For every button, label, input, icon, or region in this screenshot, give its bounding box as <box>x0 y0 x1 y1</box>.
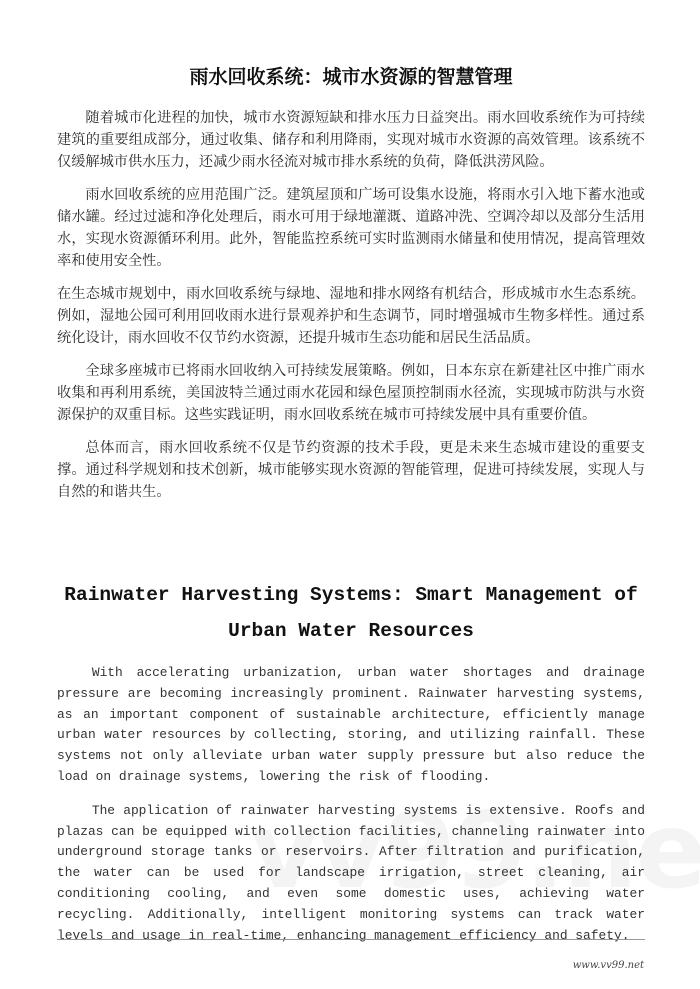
english-title: Rainwater Harvesting Systems: Smart Management of Urban Water Resources <box>64 584 638 642</box>
chinese-paragraph: 在生态城市规划中，雨水回收系统与绿地、湿地和排水网络有机结合，形成城市水生态系统。例如，湿地公园可利用回收雨水进行景观养护和生态调节，同时增强城市生物多样性。通过系统化设计，雨水回收不仅节约水资源，还提升城市生态功能和居民生活品质。 <box>57 286 645 346</box>
chinese-title: 雨水回收系统：城市水资源的智慧管理 <box>189 66 513 88</box>
english-paragraph: The application of rainwater harvesting systems is extensive. Roofs and plazas can be equipped with collection facilities, channeling rainwater into underground storage tanks or reservoirs. After filtration and purification, the water can be used for landscape irrigation, street cleaning, air conditioning cooling, and even some domestic uses, achieving water recycling. Additionally, intelligent monitoring systems can track water levels and usage in real-time, enhancing management efficiency and safety. <box>57 802 645 943</box>
document-page <box>57 0 645 959</box>
english-paragraph: With accelerating urbanization, urban water shortages and drainage pressure are becoming increasingly prominent. Rainwater harvesting systems, as an important component of sustainable architecture, efficiently manage urban water resources by collecting, storing, and utilizing rainfall. These systems not only alleviate urban water supply pressure but also reduce the load on drainage systems, lowering the risk of flooding. <box>57 665 645 784</box>
chinese-paragraph: 随着城市化进程的加快，城市水资源短缺和排水压力日益突出。雨水回收系统作为可持续建筑的重要组成部分，通过收集、储存和利用降雨，实现对城市水资源的高效管理。该系统不仅缓解城市供水压力，还减少雨水径流对城市排水系统的负荷，降低洪涝风险。 <box>57 110 645 170</box>
chinese-paragraph: 全球多座城市已将雨水回收纳入可持续发展策略。例如，日本东京在新建社区中推广雨水收集和再利用系统，美国波特兰通过雨水花园和绿色屋顶控制雨水径流，实现城市防洪与水资源保护的双重目标。这些实践证明，雨水回收系统在城市可持续发展中具有重要价值。 <box>57 363 645 423</box>
footer-divider <box>57 939 645 940</box>
chinese-paragraph: 雨水回收系统的应用范围广泛。建筑屋顶和广场可设集水设施，将雨水引入地下蓄水池或储水罐。经过过滤和净化处理后，雨水可用于绿地灌溉、道路冲洗、空调冷却以及部分生活用水，实现水资源循环利用。此外，智能监控系统可实时监测雨水储量和使用情况，提高管理效率和使用安全性。 <box>57 187 645 269</box>
chinese-paragraph: 总体而言，雨水回收系统不仅是节约资源的技术手段，更是未来生态城市建设的重要支撑。通过科学规划和技术创新，城市能够实现水资源的智能管理，促进可持续发展，实现人与自然的和谐共生。 <box>57 440 645 500</box>
footer-url: www.vv99.net <box>572 960 644 971</box>
